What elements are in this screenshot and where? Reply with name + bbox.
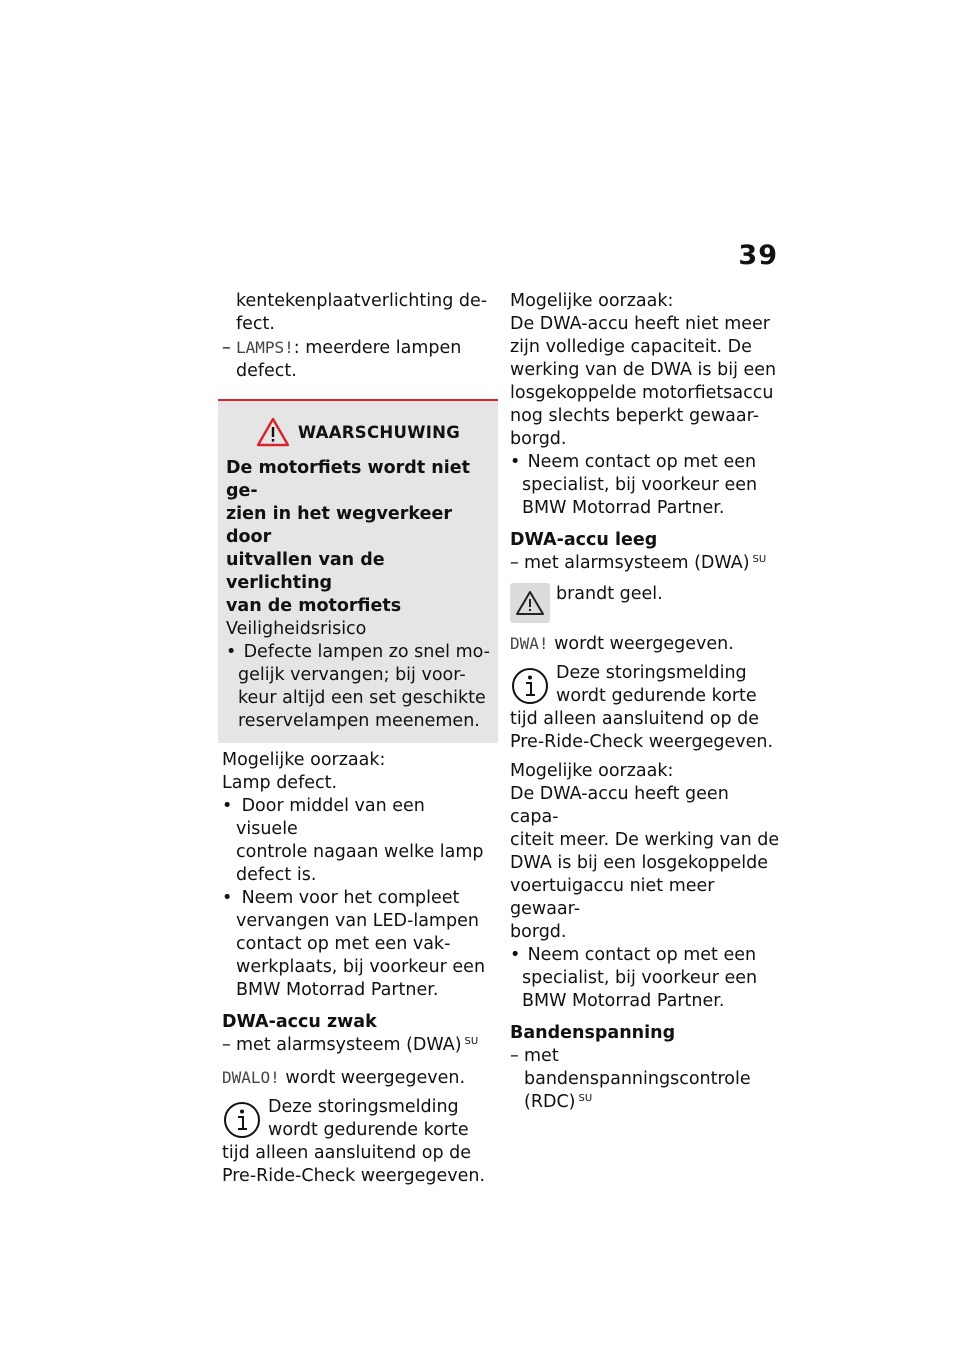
cause-text: Lamp defect. bbox=[222, 773, 338, 793]
alarm-system-item: – met alarmsysteem (DWA) $^{SU}$ bbox=[510, 552, 782, 575]
alarm-system-item: – met alarmsysteem (DWA) $^{SU}$ bbox=[222, 1034, 492, 1057]
cause-label: Mogelijke oorzaak: bbox=[510, 291, 674, 311]
info-icon bbox=[510, 666, 550, 706]
warning-heading: De motorfiets wordt niet ge- zien in het wegverkeer door uitvallen van de verlichting van de motorfiets bbox=[226, 458, 470, 616]
info-note: Deze storingsmelding wordt gedurende korte tijd alleen aansluitend op de Pre-Ride-Check weergegeven. bbox=[222, 1097, 486, 1186]
continued-text: kentekenplaatverlichting de- fect. bbox=[236, 291, 488, 334]
section-title-dwa-empty: DWA-accu leeg bbox=[510, 530, 658, 550]
rdc-item: – met bandenspanningscontrole (RDC) $^{SU}$ bbox=[510, 1045, 782, 1114]
list-item: • Neem contact op met een specialist, bij voorkeur een BMW Motorrad Partner. bbox=[510, 944, 782, 1013]
lamps-item: – LAMPS!: meerdere lampen defect. bbox=[222, 336, 492, 383]
warning-triangle-icon bbox=[256, 417, 290, 447]
warning-box bbox=[218, 399, 498, 743]
section-title-tyre-pressure: Bandenspanning bbox=[510, 1023, 676, 1043]
warning-bullet: • Defecte lampen zo snel mo- gelijk vervangen; bij voor- keur altijd een set geschikte reservelampen meenemen. bbox=[226, 641, 490, 733]
list-item: • Door middel van een visuele controle nagaan welke lamp defect is. bbox=[222, 795, 492, 887]
cause-text: De DWA-accu heeft geen capa- citeit meer. De werking van de DWA is bij een losgekoppelde voertuigaccu niet meer gewaar- borgd. bbox=[510, 784, 780, 942]
info-icon bbox=[222, 1100, 262, 1140]
cause-text: De DWA-accu heeft niet meer zijn volledige capaciteit. De werking van de DWA is bij een losgekoppelde motorfietsaccu nog slechts beperkt gewaar- borgd. bbox=[510, 314, 777, 449]
cause-label: Mogelijke oorzaak: bbox=[222, 750, 386, 770]
warning-title: WAARSCHUWING bbox=[226, 417, 490, 447]
list-item: • Neem voor het compleet vervangen van LED-lampen contact op met een vak- werkplaats, bij voorkeur een BMW Motorrad Partner. bbox=[222, 887, 492, 1002]
cause-label: Mogelijke oorzaak: bbox=[510, 761, 674, 781]
dwa-line: DWA! wordt weergegeven. bbox=[510, 634, 734, 654]
general-warning-icon bbox=[510, 583, 550, 623]
page-number: 39 bbox=[738, 240, 778, 271]
warning-symbol-row: brandt geel. bbox=[510, 583, 782, 623]
right-column bbox=[510, 290, 782, 1114]
warning-subtitle: Veiligheidsrisico bbox=[226, 619, 367, 639]
left-column bbox=[222, 290, 492, 1188]
info-note: Deze storingsmelding wordt gedurende korte tijd alleen aansluitend op de Pre-Ride-Check weergegeven. bbox=[510, 663, 774, 752]
section-title-dwa-weak: DWA-accu zwak bbox=[222, 1012, 377, 1032]
lamps-code: LAMPS! bbox=[236, 338, 294, 357]
dwalo-line: DWALO! wordt weergegeven. bbox=[222, 1068, 466, 1088]
list-item: • Neem contact op met een specialist, bij voorkeur een BMW Motorrad Partner. bbox=[510, 451, 782, 520]
